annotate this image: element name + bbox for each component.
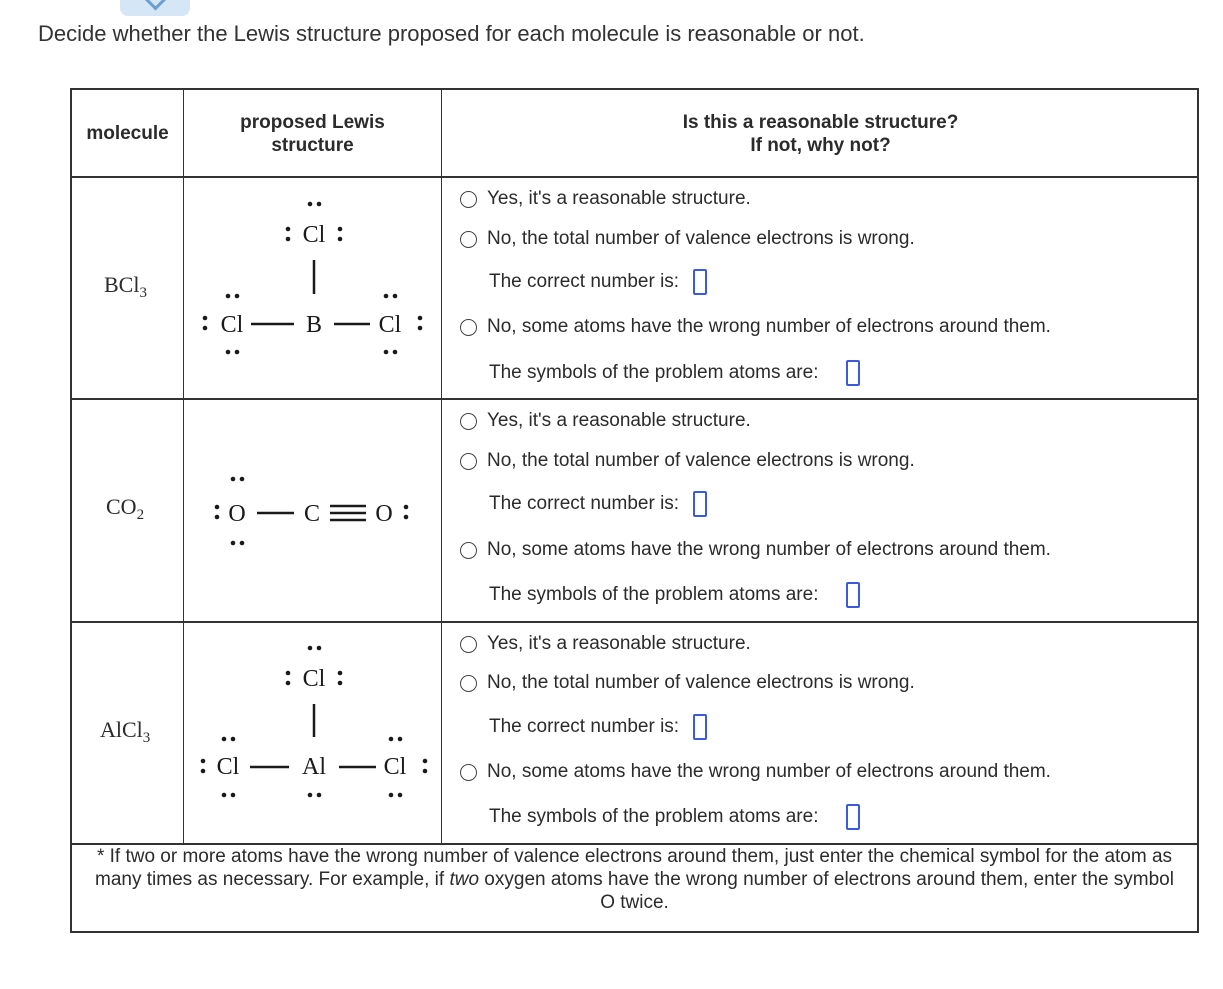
- correct-number-label: The correct number is:: [489, 716, 680, 737]
- question-table: [70, 88, 1199, 933]
- footnote-text: oxygen atoms have the wrong number of electrons around them, enter the symbol O twice.: [479, 869, 1174, 913]
- radio-button[interactable]: [460, 319, 477, 336]
- radio-button[interactable]: [460, 675, 477, 692]
- left-atom: Cl: [216, 754, 240, 780]
- radio-button[interactable]: [460, 636, 477, 653]
- instruction-text: Decide whether the Lewis structure proposed for each molecule is reasonable or not.: [38, 21, 865, 46]
- correct-number-label: The correct number is:: [489, 271, 680, 292]
- option-no-total[interactable]: [460, 672, 915, 694]
- correct-number-label: The correct number is:: [489, 493, 680, 514]
- right-atom: Cl: [378, 312, 402, 338]
- problem-atoms-line: [489, 582, 860, 608]
- problem-atoms-label: The symbols of the problem atoms are:: [489, 584, 819, 605]
- correct-number-line: [489, 491, 707, 517]
- problem-atoms-input[interactable]: [846, 582, 860, 608]
- right-atom: Cl: [383, 754, 407, 780]
- chevron-down-icon: [143, 0, 167, 11]
- left-atom: Cl: [220, 312, 244, 338]
- header-proposed-line2: structure: [271, 135, 354, 156]
- radio-button[interactable]: [460, 413, 477, 430]
- header-proposed-line1: proposed Lewis: [240, 112, 385, 133]
- radio-button[interactable]: [460, 453, 477, 470]
- problem-atoms-input[interactable]: [846, 360, 860, 386]
- top-tab[interactable]: [120, 0, 190, 16]
- radio-button[interactable]: [460, 231, 477, 248]
- problem-atoms-line: [489, 804, 860, 830]
- option-no-atoms[interactable]: [460, 761, 1051, 783]
- header-question-line1: Is this a reasonable structure?: [682, 112, 959, 133]
- correct-number-line: [489, 714, 707, 740]
- problem-atoms-line: [489, 360, 860, 386]
- option-no-atoms[interactable]: [460, 539, 1051, 561]
- column-divider: [441, 90, 442, 844]
- correct-number-input[interactable]: [693, 714, 707, 740]
- lewis-structure-alcl3: [184, 623, 441, 843]
- header-proposed-structure: [184, 111, 441, 157]
- correct-number-line: [489, 269, 707, 295]
- option-yes[interactable]: [460, 633, 751, 655]
- option-yes[interactable]: [460, 410, 751, 432]
- correct-number-input[interactable]: [693, 269, 707, 295]
- problem-atoms-label: The symbols of the problem atoms are:: [489, 362, 819, 383]
- option-no-total[interactable]: [460, 450, 915, 472]
- option-label: No, some atoms have the wrong number of electrons around them.: [487, 316, 1051, 337]
- option-label: No, some atoms have the wrong number of electrons around them.: [487, 539, 1051, 560]
- option-label: No, the total number of valence electrons is wrong.: [487, 672, 915, 693]
- molecule-formula: [104, 272, 147, 302]
- option-no-atoms[interactable]: [460, 316, 1051, 338]
- footnote-emphasis: two: [449, 869, 480, 890]
- formula-base: BCl: [104, 272, 140, 297]
- lewis-structure-bcl3: [184, 178, 441, 398]
- footnote-text: * If two or more atoms have the wrong number of valence electrons around them, just enter the chemical symbol for the atom as many times as necessary. For example, if: [95, 846, 1173, 890]
- option-yes[interactable]: [460, 188, 751, 210]
- option-label: No, the total number of valence electrons is wrong.: [487, 228, 915, 249]
- formula-base: CO: [106, 494, 137, 519]
- top-atom: Cl: [302, 222, 326, 248]
- header-molecule: molecule: [86, 123, 169, 144]
- radio-button[interactable]: [460, 764, 477, 781]
- correct-number-input[interactable]: [693, 491, 707, 517]
- molecule-formula: [100, 717, 150, 747]
- central-atom: C: [303, 501, 321, 527]
- header-question-line2: If not, why not?: [750, 135, 891, 156]
- option-label: No, some atoms have the wrong number of electrons around them.: [487, 761, 1051, 782]
- option-label: Yes, it's a reasonable structure.: [487, 188, 751, 209]
- molecule-formula: [106, 494, 144, 524]
- formula-subscript: 3: [142, 730, 151, 746]
- lewis-structure-co2: [184, 400, 441, 620]
- central-atom: B: [305, 312, 323, 338]
- formula-base: AlCl: [100, 717, 143, 742]
- central-atom: Al: [302, 754, 326, 780]
- left-atom: O: [228, 501, 246, 527]
- option-label: No, the total number of valence electrons is wrong.: [487, 450, 915, 471]
- header-question: [442, 111, 1199, 157]
- formula-subscript: 2: [136, 507, 145, 523]
- option-no-total[interactable]: [460, 228, 915, 250]
- option-label: Yes, it's a reasonable structure.: [487, 410, 751, 431]
- problem-atoms-input[interactable]: [846, 804, 860, 830]
- footnote: [72, 845, 1197, 914]
- right-atom: O: [375, 501, 393, 527]
- formula-subscript: 3: [139, 285, 147, 301]
- option-label: Yes, it's a reasonable structure.: [487, 633, 751, 654]
- radio-button[interactable]: [460, 191, 477, 208]
- radio-button[interactable]: [460, 542, 477, 559]
- top-atom: Cl: [302, 666, 326, 692]
- problem-atoms-label: The symbols of the problem atoms are:: [489, 806, 819, 827]
